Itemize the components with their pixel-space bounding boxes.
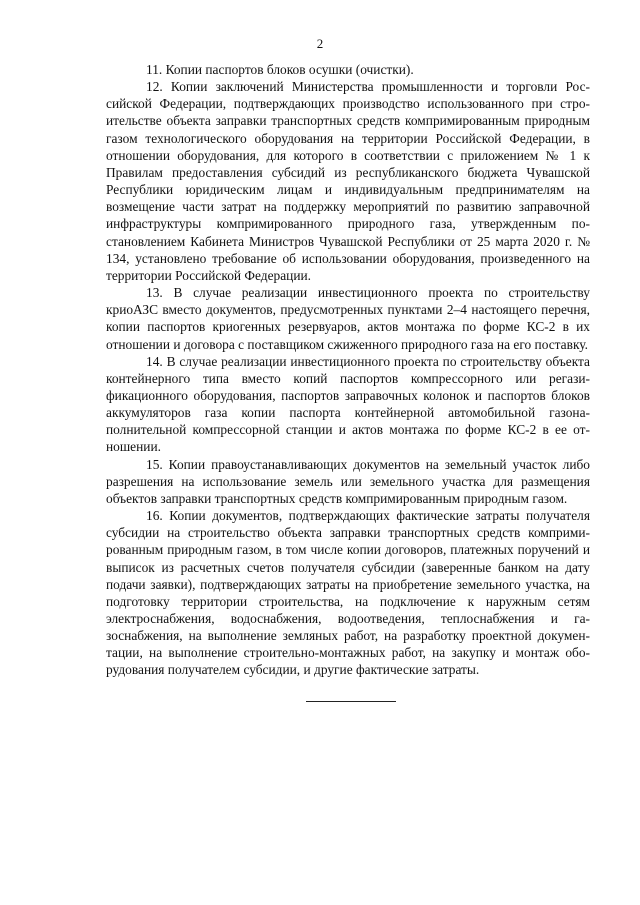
- document-body: [106, 61, 590, 679]
- paragraph-item-15: 15. Копии правоустанавливающих документов на земельный участок либо разрешения на использование земель или земельного участка для размещения объектов заправки транспортных средств компримированным природным газом.: [106, 456, 590, 506]
- page-number: 2: [316, 36, 324, 51]
- paragraph-item-14: 14. В случае реализации инвестиционного проекта по строительству объекта контейнерного типа вместо копий паспортов компрессорного или регазификационного оборудования, паспортов заправочных колонок и паспортов блоков аккумуляторов газа копии паспорта контейнерной автомобильной газонаполнительной компрессорной станции и актов монтажа по форме КС-2 в ее отношении.: [106, 353, 590, 455]
- paragraph-item-16: 16. Копии документов, подтверждающих фактические затраты получателя субсидии на строительство объекта заправки транспортных средств компримированным природным газом, в том числе копии договоров, платежных поручений и выписок из расчетных счетов получателя субсидии (заверенные банком на дату подачи заявки), подтверждающих затраты на приобретение земельного участка, на подготовку территории строительства, на подключение к наружным сетям электроснабжения, водоснабжения, водоотведения, теплоснабжения и газоснабжения, на выполнение земляных работ, на разработку проектной документации, на выполнение строительно-монтажных работ, на закупку и монтаж оборудования получателем субсидии, и другие фактические затраты.: [106, 508, 590, 678]
- paragraph-item-11: 11. Копии паспортов блоков осушки (очистки).: [146, 62, 414, 77]
- end-separator-line: [306, 701, 396, 702]
- paragraph-item-12: 12. Копии заключений Министерства промышленности и торговли Российской Федерации, подтверждающих производство использованного при строительстве объекта заправки транспортных средств компримированным природным газом технологического оборудования на территории Российской Федерации, в отношении оборудования, для которого в соответствии с приложением № 1 к Правилам предоставления субсидий из республиканского бюджета Чувашской Республики юридическим лицам и индивидуальным предпринимателям на возмещение части затрат на поддержку мероприятий по развитию заправочной инфраструктуры компримированного природного газа, утвержденным постановлением Кабинета Министров Чувашской Республики от 25 марта 2020 г. № 134, установлено требование об использовании оборудования, произведенного на территории Российской Федерации.: [106, 79, 590, 283]
- paragraph-item-13: 13. В случае реализации инвестиционного проекта по строительству криоАЗС вместо документов, предусмотренных пунктами 2–4 настоящего перечня, копии паспортов криогенных резервуаров, актов монтажа по форме КС-2 в их отношении и договора с поставщиком сжиженного природного газа на его поставку.: [106, 285, 590, 352]
